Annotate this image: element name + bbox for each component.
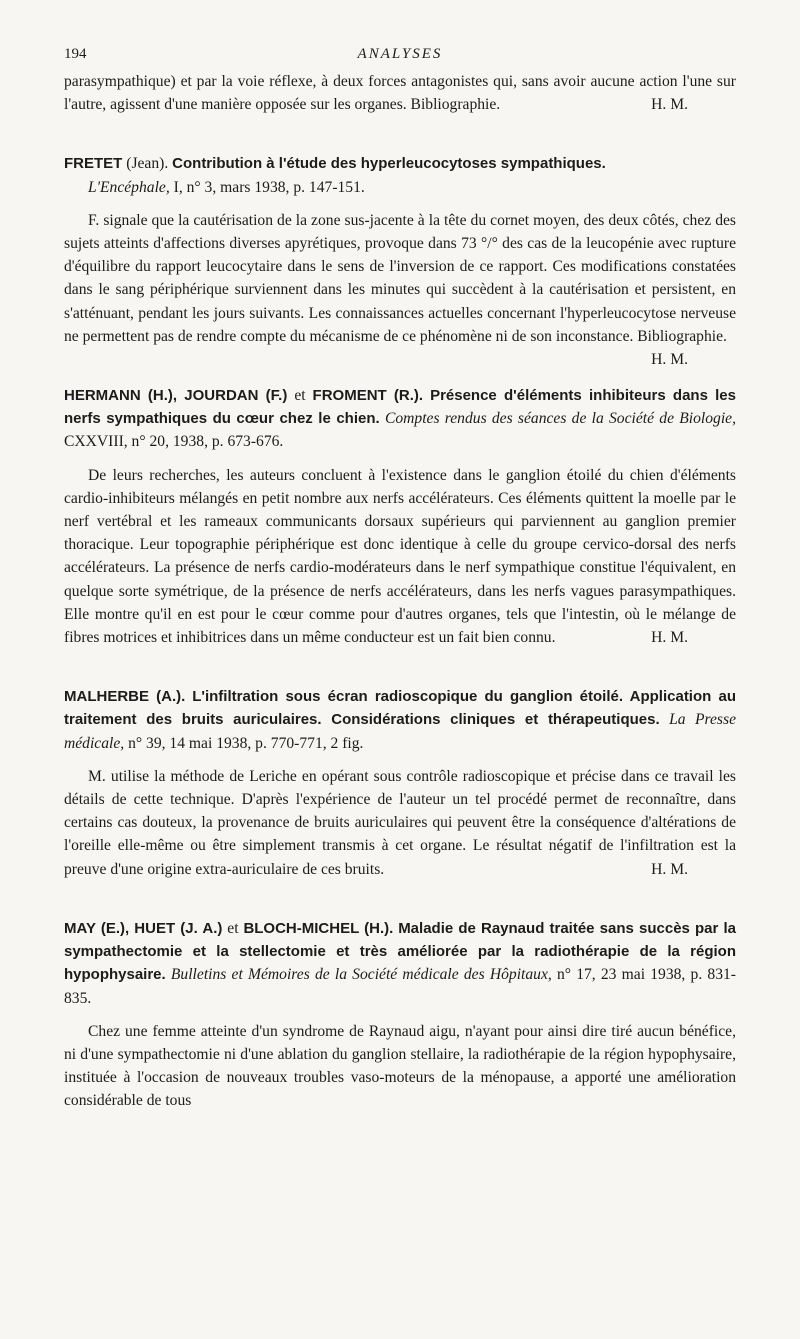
entry-authors-rest: et bbox=[227, 919, 239, 937]
entry-signature: H. M. bbox=[651, 629, 688, 647]
intro-text: parasympathique) et par la voie réflexe, à deux forces antagonistes qui, sans avoir aucune action l'une sur l'autre, agissent d'une manière opposée sur les organes. Bibliographie. bbox=[64, 73, 736, 114]
entry-heading bbox=[64, 917, 736, 1010]
entry-authors: HERMANN (H.), JOURDAN (F.) bbox=[64, 387, 288, 405]
abstract-entry bbox=[64, 917, 736, 1113]
entry-authors-rest: et bbox=[294, 387, 306, 405]
abstract-entry bbox=[64, 685, 736, 881]
page bbox=[64, 44, 736, 1113]
intro-signature: H. M. bbox=[651, 96, 688, 114]
entry-journal: La Presse médicale, bbox=[64, 711, 736, 752]
abstract-entry bbox=[64, 384, 736, 649]
entry-citation: n° 39, 14 mai 1938, p. 770-771, 2 fig. bbox=[128, 734, 364, 752]
abstract-entry bbox=[64, 152, 736, 369]
running-header bbox=[64, 44, 736, 70]
entry-authors-rest: (Jean). bbox=[126, 155, 169, 173]
entry-citation: n° 17, 23 mai 1938, p. 831-835. bbox=[64, 966, 736, 1007]
entry-title: L'infiltration sous écran radioscopique du ganglion étoilé. Application au traitement des bruits auriculaires. Considérations cliniques et thérapeutiques. bbox=[64, 688, 736, 729]
entry-heading bbox=[64, 152, 736, 198]
entry-heading bbox=[64, 685, 736, 755]
entry-heading bbox=[64, 384, 736, 454]
entry-authors: MAY (E.), HUET (J. A.) bbox=[64, 919, 223, 937]
page-number: 194 bbox=[64, 46, 87, 62]
entry-signature: H. M. bbox=[651, 351, 688, 369]
entry-journal: Comptes rendus des séances de la Société de Biologie, bbox=[384, 410, 736, 428]
entry-body: De leurs recherches, les auteurs concluent à l'existence dans le ganglion étoilé du chien d'éléments cardio-inhibiteurs mélangés en petit nombre aux nerfs accélérateurs. Ces éléments quittent la moelle par le nerf vertébral et les rameaux communicants dorsaux supérieurs qui parviennent au ganglion premier thoracique. Leur topographie périphérique est donc identique à celle du groupe cervico-dorsal des nerfs accélérateurs. La présence de nerfs cardio-modérateurs dans le nerf sympathique constitue l'équivalent, en quelque sorte symétrique, de la présence de nerfs accélérateurs, dans les nerfs vagues parasympathiques. Elle montre qu'il en est pour le cœur comme pour d'autres organes, tels que l'intestin, où le mélange de fibres motrices et inhibitrices dans un même conducteur est un fait bien connu. H. M. bbox=[64, 464, 736, 650]
running-title: ANALYSES bbox=[357, 46, 443, 62]
entry-authors-second: BLOCH-MICHEL (H.). bbox=[243, 919, 394, 937]
entry-title: Présence d'éléments inhibiteurs dans les nerfs sympathiques du cœur chez le chien. bbox=[64, 387, 736, 428]
entry-journal: L'Encéphale, bbox=[88, 178, 170, 196]
entry-authors: FRETET bbox=[64, 155, 123, 173]
entry-body: M. utilise la méthode de Leriche en opérant sous contrôle radioscopique et précise dans ce travail les détails de cette technique. D'après l'expérience de l'auteur un tel procédé permet de reconnaître, dans certains cas douteux, la provenance de bruits auriculaires qui peuvent être la conséquence d'altérations de l'oreille elle-même ou être simplement transmis à cet organe. Le résultat négatif de l'infiltration est la preuve d'une origine extra-auriculaire de ces bruits. H. M. bbox=[64, 765, 736, 881]
intro-paragraph bbox=[64, 70, 736, 116]
entry-journal: Bulletins et Mémoires de la Société médicale des Hôpitaux, bbox=[170, 966, 552, 984]
entry-title: Contribution à l'étude des hyperleucocytoses sympathiques. bbox=[172, 155, 606, 173]
entry-citation: I, n° 3, mars 1938, p. 147-151. bbox=[173, 178, 365, 196]
entry-body: F. signale que la cautérisation de la zone sus-jacente à la tête du cornet moyen, des deux côtés, chez des sujets atteints d'affections diverses apyrétiques, provoque dans 73 °/° des cas de la leucopénie avec rupture d'équilibre du rapport leucocytaire dans le sens de l'inversion de ce rapport. Ces modifications constatées dans le sang périphérique surviennent dans les minutes qui succèdent à la cautérisation et persistent, en s'atténuant, pendant les jours suivants. Les connaissances actuelles concernant l'hyperleucocytose nerveuse ne permettent pas de rendre compte du mécanisme de ce phénomène ni de son inconstance. Bibliographie. H. M. bbox=[64, 209, 736, 348]
entry-signature: H. M. bbox=[651, 860, 688, 878]
entry-body: Chez une femme atteinte d'un syndrome de Raynaud aigu, n'ayant pour ainsi dire tiré aucun bénéfice, ni d'une sympathectomie ni d'une ablation du ganglion stellaire, la radiothérapie de la région hypophysaire, instituée à l'occasion de nouveaux troubles vaso-moteurs de la ménopause, a apporté une amélioration considérable de tous bbox=[64, 1022, 736, 1110]
entry-citation: CXXVIII, n° 20, 1938, p. 673-676. bbox=[64, 433, 284, 451]
entry-authors-second: FROMENT (R.). bbox=[312, 387, 424, 405]
entry-title: Maladie de Raynaud traitée sans succès par la sympathectomie et la stellectomie et très améliorée par la radiothérapie de la région hypophysaire. bbox=[64, 919, 737, 984]
entry-authors: MALHERBE (A.). bbox=[64, 688, 186, 706]
